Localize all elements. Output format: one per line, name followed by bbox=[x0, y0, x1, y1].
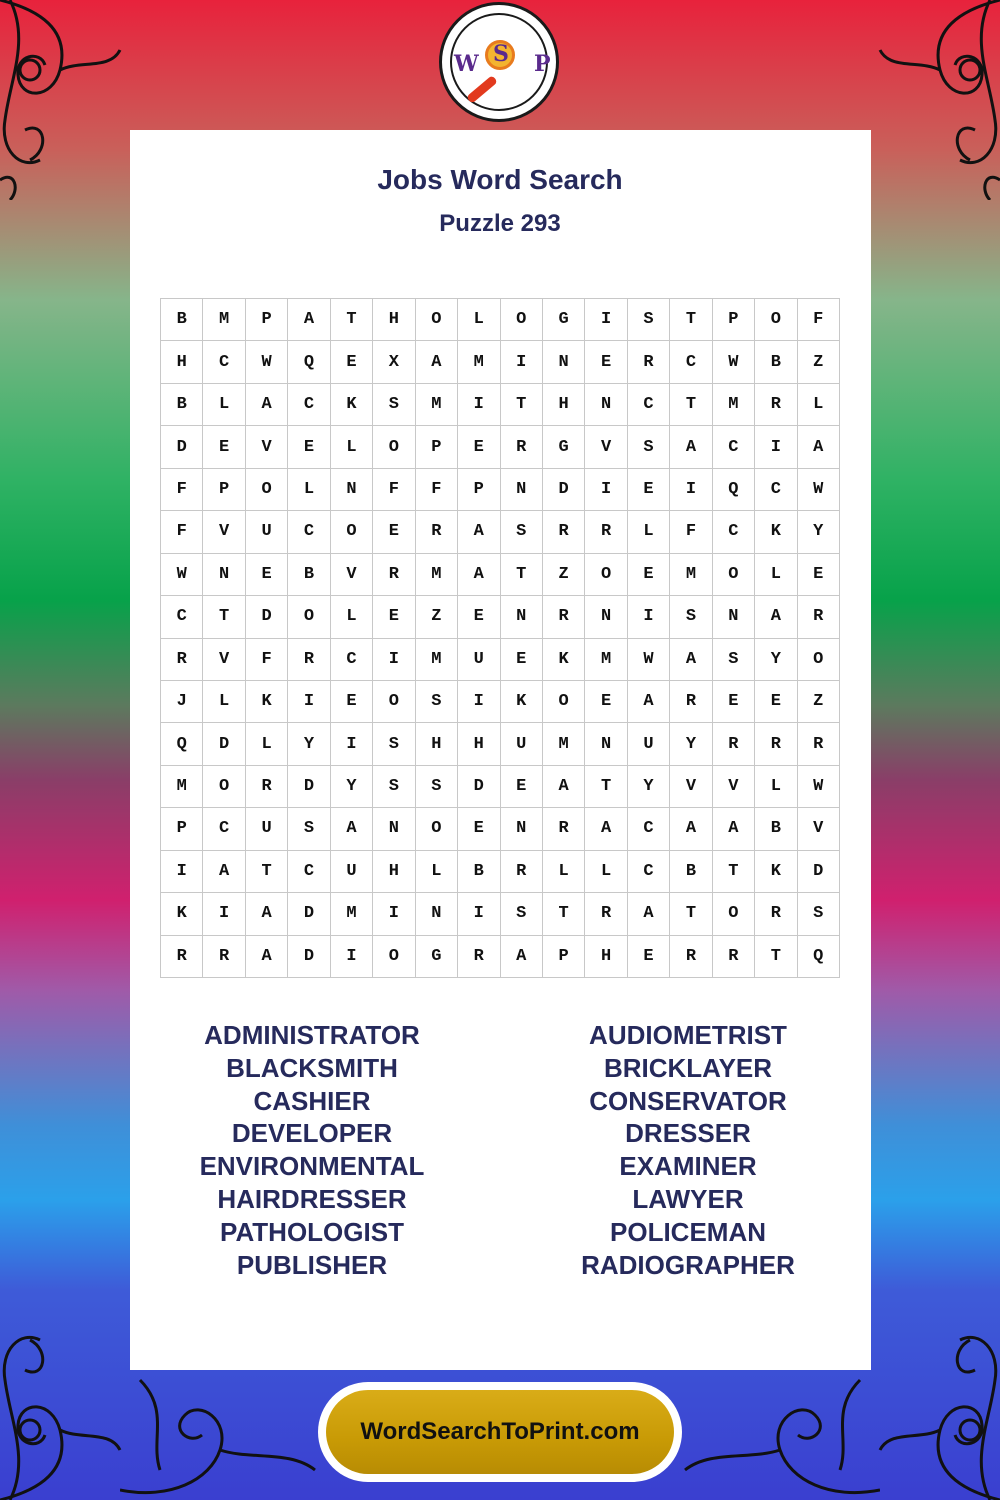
word-list-item: POLICEMAN bbox=[610, 1216, 766, 1247]
grid-cell[interactable]: E bbox=[331, 341, 373, 383]
grid-cell[interactable]: N bbox=[501, 469, 543, 511]
grid-cell[interactable]: I bbox=[288, 681, 330, 723]
grid-cell[interactable]: S bbox=[501, 511, 543, 553]
grid-cell[interactable]: V bbox=[203, 511, 245, 553]
grid-cell[interactable]: B bbox=[755, 808, 797, 850]
word-list-item: BRICKLAYER bbox=[603, 1052, 773, 1083]
grid-cell[interactable]: E bbox=[501, 639, 543, 681]
grid-cell[interactable]: T bbox=[501, 554, 543, 596]
grid-cell[interactable]: I bbox=[585, 299, 627, 341]
grid-cell[interactable]: C bbox=[331, 639, 373, 681]
grid-cell[interactable]: I bbox=[373, 639, 415, 681]
grid-cell[interactable]: Y bbox=[755, 639, 797, 681]
grid-cell[interactable]: O bbox=[585, 554, 627, 596]
grid-cell[interactable]: P bbox=[713, 299, 755, 341]
grid-cell[interactable]: W bbox=[161, 554, 203, 596]
grid-cell[interactable]: O bbox=[755, 299, 797, 341]
grid-cell[interactable]: U bbox=[501, 723, 543, 765]
grid-cell[interactable]: M bbox=[670, 554, 712, 596]
grid-cell[interactable]: B bbox=[670, 851, 712, 893]
grid-cell[interactable]: C bbox=[203, 808, 245, 850]
grid-cell[interactable]: C bbox=[628, 851, 670, 893]
grid-cell[interactable]: M bbox=[203, 299, 245, 341]
grid-cell[interactable]: I bbox=[161, 851, 203, 893]
grid-cell[interactable]: A bbox=[203, 851, 245, 893]
grid-cell[interactable]: D bbox=[246, 596, 288, 638]
puzzle-title: Jobs Word Search bbox=[377, 164, 623, 195]
grid-cell[interactable]: F bbox=[798, 299, 840, 341]
word-list-item: PATHOLOGIST bbox=[220, 1216, 404, 1247]
grid-cell[interactable]: U bbox=[331, 851, 373, 893]
grid-cell[interactable]: K bbox=[331, 384, 373, 426]
grid-cell[interactable]: R bbox=[755, 384, 797, 426]
grid-cell[interactable]: D bbox=[288, 766, 330, 808]
grid-cell[interactable]: I bbox=[501, 341, 543, 383]
grid-cell[interactable]: W bbox=[798, 766, 840, 808]
grid-cell[interactable]: E bbox=[755, 681, 797, 723]
grid-cell[interactable]: F bbox=[416, 469, 458, 511]
grid-cell[interactable]: G bbox=[543, 426, 585, 468]
grid-cell[interactable]: E bbox=[373, 596, 415, 638]
grid-cell[interactable]: Y bbox=[798, 511, 840, 553]
grid-cell[interactable]: T bbox=[585, 766, 627, 808]
word-list-item: CASHIER bbox=[253, 1085, 371, 1116]
grid-cell[interactable]: D bbox=[458, 766, 500, 808]
grid-cell[interactable]: V bbox=[670, 766, 712, 808]
grid-cell[interactable]: L bbox=[755, 554, 797, 596]
grid-cell[interactable]: E bbox=[458, 426, 500, 468]
grid-cell[interactable]: R bbox=[798, 723, 840, 765]
grid-cell[interactable]: N bbox=[501, 596, 543, 638]
grid-cell[interactable]: L bbox=[288, 469, 330, 511]
grid-cell[interactable]: I bbox=[373, 893, 415, 935]
word-list-item: RADIOGRAPHER bbox=[581, 1249, 795, 1280]
grid-cell[interactable]: A bbox=[628, 893, 670, 935]
word-list-right bbox=[523, 1019, 853, 1281]
grid-cell[interactable]: E bbox=[585, 341, 627, 383]
grid-cell[interactable]: R bbox=[543, 596, 585, 638]
corner-flourish-bottom-left bbox=[0, 1300, 130, 1500]
grid-cell[interactable]: F bbox=[670, 511, 712, 553]
grid-cell[interactable]: A bbox=[670, 808, 712, 850]
grid-cell[interactable]: R bbox=[458, 936, 500, 978]
grid-cell[interactable]: R bbox=[501, 851, 543, 893]
grid-cell[interactable]: A bbox=[458, 554, 500, 596]
grid-cell[interactable]: T bbox=[331, 299, 373, 341]
grid-cell[interactable]: N bbox=[203, 554, 245, 596]
grid-cell[interactable]: I bbox=[628, 596, 670, 638]
word-list-item: BLACKSMITH bbox=[226, 1052, 398, 1083]
grid-cell[interactable]: H bbox=[373, 299, 415, 341]
grid-cell[interactable]: R bbox=[755, 893, 797, 935]
grid-cell[interactable]: Q bbox=[161, 723, 203, 765]
grid-cell[interactable]: O bbox=[713, 554, 755, 596]
grid-cell[interactable]: R bbox=[670, 681, 712, 723]
grid-cell[interactable]: T bbox=[713, 851, 755, 893]
grid-cell[interactable]: T bbox=[670, 299, 712, 341]
letter-grid[interactable] bbox=[160, 298, 840, 978]
grid-cell[interactable]: S bbox=[670, 596, 712, 638]
grid-cell[interactable]: C bbox=[628, 384, 670, 426]
grid-cell[interactable]: N bbox=[585, 384, 627, 426]
grid-cell[interactable]: I bbox=[585, 469, 627, 511]
grid-cell[interactable]: O bbox=[713, 893, 755, 935]
grid-cell[interactable]: V bbox=[585, 426, 627, 468]
grid-cell[interactable]: R bbox=[416, 511, 458, 553]
grid-cell[interactable]: H bbox=[161, 341, 203, 383]
grid-cell[interactable]: E bbox=[585, 681, 627, 723]
grid-cell[interactable]: L bbox=[628, 511, 670, 553]
word-list-item: DRESSER bbox=[625, 1118, 751, 1149]
grid-cell[interactable]: C bbox=[670, 341, 712, 383]
puzzle-number: Puzzle 293 bbox=[439, 210, 561, 237]
grid-cell[interactable]: K bbox=[161, 893, 203, 935]
grid-cell[interactable]: S bbox=[628, 299, 670, 341]
grid-cell[interactable]: M bbox=[543, 723, 585, 765]
grid-cell[interactable]: T bbox=[203, 596, 245, 638]
grid-cell[interactable]: K bbox=[501, 681, 543, 723]
logo-letter-s: S bbox=[493, 41, 509, 67]
grid-cell[interactable]: M bbox=[713, 384, 755, 426]
grid-cell[interactable]: F bbox=[373, 469, 415, 511]
grid-cell[interactable]: A bbox=[628, 681, 670, 723]
grid-cell[interactable]: S bbox=[373, 766, 415, 808]
word-list-left bbox=[147, 1019, 477, 1281]
grid-cell[interactable]: D bbox=[203, 723, 245, 765]
grid-cell[interactable]: B bbox=[755, 341, 797, 383]
grid-cell[interactable]: L bbox=[331, 426, 373, 468]
grid-cell[interactable]: M bbox=[331, 893, 373, 935]
grid-cell[interactable]: Q bbox=[288, 341, 330, 383]
grid-cell[interactable]: W bbox=[713, 341, 755, 383]
wsp-logo[interactable] bbox=[439, 2, 559, 122]
grid-cell[interactable]: B bbox=[161, 384, 203, 426]
grid-cell[interactable]: I bbox=[670, 469, 712, 511]
grid-cell[interactable]: R bbox=[713, 723, 755, 765]
grid-cell[interactable]: E bbox=[628, 936, 670, 978]
grid-cell[interactable]: O bbox=[543, 681, 585, 723]
grid-cell[interactable]: T bbox=[543, 893, 585, 935]
grid-cell[interactable]: P bbox=[203, 469, 245, 511]
grid-cell[interactable]: O bbox=[373, 936, 415, 978]
grid-cell[interactable]: R bbox=[501, 426, 543, 468]
grid-cell[interactable]: X bbox=[373, 341, 415, 383]
footer-badge[interactable] bbox=[318, 1382, 682, 1482]
grid-cell[interactable]: R bbox=[585, 511, 627, 553]
grid-cell[interactable]: T bbox=[246, 851, 288, 893]
grid-cell[interactable]: A bbox=[543, 766, 585, 808]
grid-cell[interactable]: A bbox=[246, 936, 288, 978]
grid-cell[interactable]: O bbox=[416, 299, 458, 341]
grid-cell[interactable]: E bbox=[628, 469, 670, 511]
grid-cell[interactable]: S bbox=[416, 766, 458, 808]
grid-cell[interactable]: O bbox=[288, 596, 330, 638]
grid-cell[interactable]: O bbox=[501, 299, 543, 341]
grid-cell[interactable]: E bbox=[458, 596, 500, 638]
grid-cell[interactable]: I bbox=[458, 681, 500, 723]
grid-cell[interactable]: T bbox=[670, 384, 712, 426]
grid-cell[interactable]: N bbox=[585, 723, 627, 765]
word-list-item: HAIRDRESSER bbox=[217, 1183, 407, 1214]
bottom-flourish-right bbox=[680, 1360, 880, 1500]
grid-cell[interactable]: C bbox=[288, 384, 330, 426]
grid-cell[interactable]: L bbox=[755, 766, 797, 808]
grid-cell[interactable]: S bbox=[373, 384, 415, 426]
grid-cell[interactable]: Q bbox=[798, 936, 840, 978]
grid-cell[interactable]: J bbox=[161, 681, 203, 723]
grid-cell[interactable]: F bbox=[161, 511, 203, 553]
grid-cell[interactable]: A bbox=[246, 893, 288, 935]
grid-cell[interactable]: E bbox=[501, 766, 543, 808]
grid-cell[interactable]: N bbox=[416, 893, 458, 935]
grid-cell[interactable]: Z bbox=[543, 554, 585, 596]
grid-cell[interactable]: C bbox=[713, 511, 755, 553]
grid-cell[interactable]: I bbox=[458, 384, 500, 426]
grid-cell[interactable]: I bbox=[331, 723, 373, 765]
grid-cell[interactable]: R bbox=[670, 936, 712, 978]
grid-cell[interactable]: A bbox=[713, 808, 755, 850]
grid-cell[interactable]: Z bbox=[798, 681, 840, 723]
grid-cell[interactable]: V bbox=[798, 808, 840, 850]
grid-cell[interactable]: A bbox=[798, 426, 840, 468]
word-list-item: ADMINISTRATOR bbox=[204, 1020, 420, 1050]
word-list-item: DEVELOPER bbox=[231, 1118, 393, 1149]
grid-cell[interactable]: U bbox=[246, 511, 288, 553]
grid-cell[interactable]: M bbox=[458, 341, 500, 383]
word-list-item: EXAMINER bbox=[619, 1151, 757, 1182]
grid-cell[interactable]: N bbox=[713, 596, 755, 638]
grid-cell[interactable]: N bbox=[543, 341, 585, 383]
grid-cell[interactable]: R bbox=[288, 639, 330, 681]
grid-cell[interactable]: E bbox=[331, 681, 373, 723]
grid-cell[interactable]: O bbox=[203, 766, 245, 808]
grid-cell[interactable]: P bbox=[161, 808, 203, 850]
grid-cell[interactable]: U bbox=[246, 808, 288, 850]
grid-cell[interactable]: L bbox=[203, 681, 245, 723]
grid-cell[interactable]: Q bbox=[713, 469, 755, 511]
grid-cell[interactable]: L bbox=[543, 851, 585, 893]
grid-cell[interactable]: A bbox=[416, 341, 458, 383]
grid-cell[interactable]: R bbox=[798, 596, 840, 638]
grid-cell[interactable]: W bbox=[798, 469, 840, 511]
grid-cell[interactable]: E bbox=[288, 426, 330, 468]
grid-cell[interactable]: S bbox=[501, 893, 543, 935]
grid-cell[interactable]: H bbox=[585, 936, 627, 978]
grid-cell[interactable]: I bbox=[331, 936, 373, 978]
grid-cell[interactable]: P bbox=[246, 299, 288, 341]
grid-cell[interactable]: R bbox=[585, 893, 627, 935]
grid-cell[interactable]: M bbox=[161, 766, 203, 808]
grid-cell[interactable]: D bbox=[798, 851, 840, 893]
grid-cell[interactable]: S bbox=[373, 723, 415, 765]
grid-cell[interactable]: O bbox=[246, 469, 288, 511]
grid-cell[interactable]: K bbox=[755, 511, 797, 553]
grid-cell[interactable]: A bbox=[755, 596, 797, 638]
grid-cell[interactable]: C bbox=[755, 469, 797, 511]
word-list-item: ENVIRONMENTAL bbox=[199, 1151, 425, 1182]
grid-cell[interactable]: L bbox=[585, 851, 627, 893]
grid-cell[interactable]: E bbox=[458, 808, 500, 850]
grid-cell[interactable]: Y bbox=[628, 766, 670, 808]
grid-cell[interactable]: A bbox=[288, 299, 330, 341]
logo-letter-w: W bbox=[454, 51, 479, 77]
bottom-flourish-left bbox=[120, 1360, 320, 1500]
grid-cell[interactable]: U bbox=[458, 639, 500, 681]
grid-cell[interactable]: Y bbox=[670, 723, 712, 765]
grid-cell[interactable]: S bbox=[798, 893, 840, 935]
grid-cell[interactable]: L bbox=[246, 723, 288, 765]
grid-cell[interactable]: O bbox=[798, 639, 840, 681]
grid-cell[interactable]: M bbox=[416, 554, 458, 596]
word-list-item: CONSERVATOR bbox=[589, 1085, 787, 1116]
grid-cell[interactable]: S bbox=[713, 639, 755, 681]
grid-cell[interactable]: C bbox=[203, 341, 245, 383]
grid-cell[interactable]: E bbox=[373, 511, 415, 553]
grid-cell[interactable]: R bbox=[373, 554, 415, 596]
grid-cell[interactable]: L bbox=[331, 596, 373, 638]
grid-cell[interactable]: K bbox=[543, 639, 585, 681]
grid-cell[interactable]: Z bbox=[416, 596, 458, 638]
grid-cell[interactable]: Y bbox=[288, 723, 330, 765]
grid-cell[interactable]: O bbox=[416, 808, 458, 850]
word-list-item: LAWYER bbox=[632, 1183, 744, 1214]
grid-cell[interactable]: F bbox=[246, 639, 288, 681]
grid-cell[interactable]: O bbox=[373, 426, 415, 468]
grid-cell[interactable]: V bbox=[331, 554, 373, 596]
grid-cell[interactable]: D bbox=[543, 469, 585, 511]
grid-cell[interactable]: E bbox=[798, 554, 840, 596]
grid-cell[interactable]: C bbox=[713, 426, 755, 468]
grid-cell[interactable]: C bbox=[288, 851, 330, 893]
grid-cell[interactable]: O bbox=[331, 511, 373, 553]
grid-cell[interactable]: C bbox=[628, 808, 670, 850]
grid-cell[interactable]: T bbox=[755, 936, 797, 978]
grid-cell[interactable]: C bbox=[161, 596, 203, 638]
grid-cell[interactable]: N bbox=[331, 469, 373, 511]
grid-cell[interactable]: T bbox=[501, 384, 543, 426]
grid-cell[interactable]: A bbox=[501, 936, 543, 978]
grid-cell[interactable]: L bbox=[458, 299, 500, 341]
grid-cell[interactable]: L bbox=[416, 851, 458, 893]
grid-cell[interactable]: P bbox=[416, 426, 458, 468]
grid-cell[interactable]: L bbox=[203, 384, 245, 426]
logo-letter-p: P bbox=[534, 51, 551, 77]
grid-cell[interactable]: B bbox=[161, 299, 203, 341]
grid-cell[interactable]: V bbox=[713, 766, 755, 808]
grid-cell[interactable]: H bbox=[416, 723, 458, 765]
grid-cell[interactable]: N bbox=[501, 808, 543, 850]
grid-cell[interactable]: R bbox=[543, 808, 585, 850]
grid-cell[interactable]: E bbox=[246, 554, 288, 596]
grid-cell[interactable]: L bbox=[798, 384, 840, 426]
grid-cell[interactable]: I bbox=[755, 426, 797, 468]
grid-cell[interactable]: H bbox=[543, 384, 585, 426]
grid-cell[interactable]: P bbox=[543, 936, 585, 978]
grid-cell[interactable]: E bbox=[203, 426, 245, 468]
word-list-item: PUBLISHER bbox=[236, 1249, 388, 1280]
grid-cell[interactable]: S bbox=[288, 808, 330, 850]
grid-cell[interactable]: D bbox=[288, 893, 330, 935]
grid-cell[interactable]: A bbox=[670, 426, 712, 468]
grid-cell[interactable]: D bbox=[161, 426, 203, 468]
grid-cell[interactable]: R bbox=[161, 639, 203, 681]
grid-cell[interactable]: S bbox=[628, 426, 670, 468]
grid-cell[interactable]: W bbox=[246, 341, 288, 383]
grid-cell[interactable]: R bbox=[628, 341, 670, 383]
grid-cell[interactable]: B bbox=[288, 554, 330, 596]
grid-cell[interactable]: G bbox=[416, 936, 458, 978]
grid-cell[interactable]: A bbox=[331, 808, 373, 850]
grid-cell[interactable]: I bbox=[458, 893, 500, 935]
grid-cell[interactable]: T bbox=[670, 893, 712, 935]
grid-cell[interactable]: U bbox=[628, 723, 670, 765]
grid-cell[interactable]: E bbox=[713, 681, 755, 723]
grid-cell[interactable]: V bbox=[203, 639, 245, 681]
grid-cell[interactable]: R bbox=[161, 936, 203, 978]
grid-cell[interactable]: F bbox=[161, 469, 203, 511]
grid-cell[interactable]: K bbox=[755, 851, 797, 893]
grid-cell[interactable]: Y bbox=[331, 766, 373, 808]
grid-cell[interactable]: M bbox=[585, 639, 627, 681]
grid-cell[interactable]: R bbox=[203, 936, 245, 978]
grid-cell[interactable]: A bbox=[670, 639, 712, 681]
grid-cell[interactable]: M bbox=[416, 384, 458, 426]
grid-cell[interactable]: G bbox=[543, 299, 585, 341]
grid-cell[interactable]: N bbox=[585, 596, 627, 638]
grid-cell[interactable]: A bbox=[585, 808, 627, 850]
site-link[interactable]: WordSearchToPrint.com bbox=[326, 1390, 674, 1474]
corner-flourish-bottom-right bbox=[870, 1300, 1000, 1500]
grid-cell[interactable]: K bbox=[246, 681, 288, 723]
grid-cell[interactable]: R bbox=[246, 766, 288, 808]
grid-cell[interactable]: P bbox=[458, 469, 500, 511]
grid-cell[interactable]: O bbox=[373, 681, 415, 723]
grid-cell[interactable]: R bbox=[713, 936, 755, 978]
grid-cell[interactable]: E bbox=[628, 554, 670, 596]
grid-cell[interactable]: H bbox=[458, 723, 500, 765]
grid-cell[interactable]: B bbox=[458, 851, 500, 893]
grid-cell[interactable]: S bbox=[416, 681, 458, 723]
grid-cell[interactable]: C bbox=[288, 511, 330, 553]
grid-cell[interactable]: Z bbox=[798, 341, 840, 383]
grid-cell[interactable]: V bbox=[246, 426, 288, 468]
word-list-item: AUDIOMETRIST bbox=[589, 1020, 787, 1050]
grid-cell[interactable]: I bbox=[203, 893, 245, 935]
grid-cell[interactable]: R bbox=[543, 511, 585, 553]
grid-cell[interactable]: A bbox=[458, 511, 500, 553]
grid-cell[interactable]: H bbox=[373, 851, 415, 893]
grid-cell[interactable]: M bbox=[416, 639, 458, 681]
grid-cell[interactable]: W bbox=[628, 639, 670, 681]
grid-cell[interactable]: D bbox=[288, 936, 330, 978]
grid-cell[interactable]: A bbox=[246, 384, 288, 426]
grid-cell[interactable]: N bbox=[373, 808, 415, 850]
grid-cell[interactable]: R bbox=[755, 723, 797, 765]
